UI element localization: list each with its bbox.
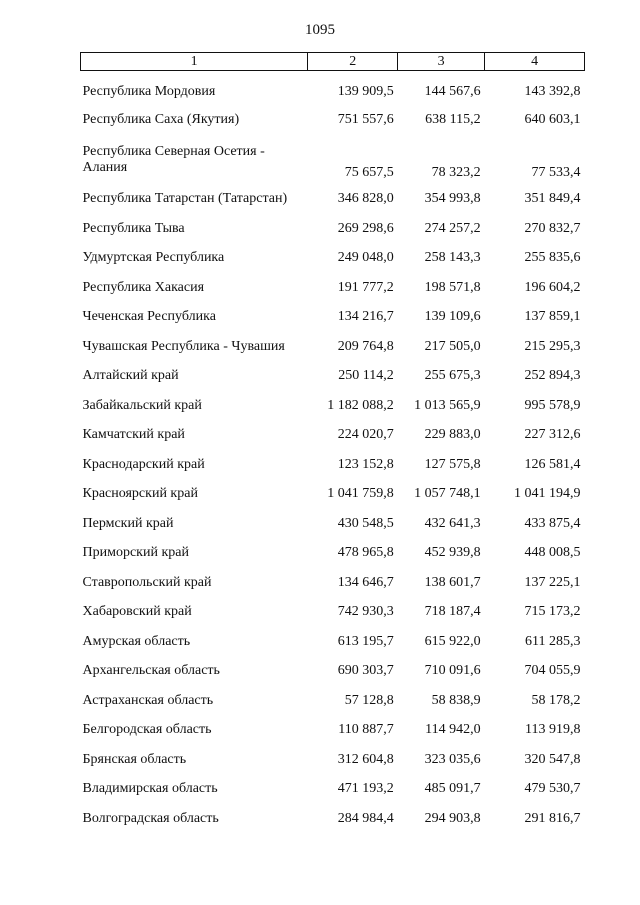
- table-row: [81, 598, 585, 628]
- value-cell-col2: 1 041 759,8: [327, 486, 394, 502]
- region-name-cell: Камчатский край: [82, 427, 185, 443]
- value-cell-col4: 270 832,7: [524, 220, 581, 236]
- value-cell-col3: 198 571,8: [424, 279, 481, 295]
- value-cell-col2: 690 303,7: [337, 663, 394, 679]
- region-name-cell: Белгородская область: [82, 722, 212, 738]
- value-cell-col2: 249 048,0: [337, 250, 394, 266]
- column-header-1: 1: [81, 53, 308, 71]
- value-cell-col4: 113 919,8: [525, 722, 581, 738]
- table-row: [81, 273, 585, 303]
- table-row: [81, 509, 585, 539]
- table-row: [81, 362, 585, 392]
- value-cell-col2: 250 114,2: [338, 368, 394, 384]
- value-cell-col2: 191 777,2: [337, 279, 394, 295]
- region-name-cell: Брянская область: [82, 751, 187, 767]
- value-cell-col3: 114 942,0: [425, 722, 481, 738]
- region-name-cell: Астраханская область: [82, 692, 214, 708]
- region-name-cell: Архангельская область: [82, 663, 220, 679]
- table-row: [81, 686, 585, 716]
- value-cell-col2: 123 152,8: [337, 456, 394, 472]
- value-cell-col3: 255 675,3: [424, 368, 481, 384]
- region-name-cell: Ставропольский край: [82, 574, 212, 590]
- value-cell-col2: 284 984,4: [337, 810, 394, 826]
- value-cell-col2: 742 930,3: [337, 604, 394, 620]
- table-body: [81, 71, 585, 834]
- value-cell-col2: 110 887,7: [338, 722, 394, 738]
- region-name-cell: Чувашская Республика - Чувашия: [82, 338, 285, 354]
- value-cell-col4: 137 859,1: [524, 309, 581, 325]
- table-row: [81, 480, 585, 510]
- value-cell-col4: 196 604,2: [524, 279, 581, 295]
- value-cell-col2: 134 646,7: [337, 574, 394, 590]
- table-row: [81, 71, 585, 106]
- value-cell-col2: 1 182 088,2: [327, 397, 394, 413]
- value-cell-col4: 704 055,9: [524, 663, 581, 679]
- table-row: [81, 303, 585, 333]
- value-cell-col2: 613 195,7: [337, 633, 394, 649]
- value-cell-col3: 1 057 748,1: [414, 486, 481, 502]
- value-cell-col4: 58 178,2: [531, 692, 581, 708]
- value-cell-col4: 479 530,7: [524, 781, 581, 797]
- page-number: 1095: [305, 22, 335, 38]
- table-row: [81, 421, 585, 451]
- value-cell-col3: 217 505,0: [424, 338, 481, 354]
- table-row: [81, 716, 585, 746]
- value-cell-col2: 75 657,5: [344, 164, 394, 180]
- value-cell-col2: 312 604,8: [337, 751, 394, 767]
- value-cell-col4: 126 581,4: [524, 456, 581, 472]
- table-row: [81, 627, 585, 657]
- value-cell-col4: 1 041 194,9: [514, 486, 581, 502]
- region-name-cell: Чеченская Республика: [82, 309, 216, 325]
- value-cell-col3: 127 575,8: [424, 456, 481, 472]
- table-row: [81, 775, 585, 805]
- value-cell-col3: 139 109,6: [424, 309, 481, 325]
- value-cell-col2: 57 128,8: [344, 692, 394, 708]
- region-name-cell: Приморский край: [82, 545, 189, 561]
- value-cell-col4: 611 285,3: [525, 633, 581, 649]
- value-cell-col3: 710 091,6: [424, 663, 481, 679]
- table-row: [81, 568, 585, 598]
- value-cell-col2: 478 965,8: [337, 545, 394, 561]
- region-name-cell: Забайкальский край: [82, 397, 202, 413]
- value-cell-col4: 291 816,7: [524, 810, 581, 826]
- value-cell-col4: 433 875,4: [524, 515, 581, 531]
- value-cell-col4: 255 835,6: [524, 250, 581, 266]
- table-row: [81, 135, 585, 185]
- value-cell-col2: 209 764,8: [337, 338, 394, 354]
- value-cell-col4: 77 533,4: [531, 164, 581, 180]
- region-name-cell: Хабаровский край: [82, 604, 192, 620]
- value-cell-col4: 715 173,2: [524, 604, 581, 620]
- region-name-cell: Удмуртская Республика: [82, 250, 225, 266]
- value-cell-col4: 252 894,3: [524, 368, 581, 384]
- region-name-cell: Республика Татарстан (Татарстан): [82, 191, 288, 207]
- value-cell-col4: 640 603,1: [524, 111, 581, 127]
- value-cell-col2: 134 216,7: [337, 309, 394, 325]
- value-cell-col3: 323 035,6: [424, 751, 481, 767]
- table-row: [81, 745, 585, 775]
- table-row: [81, 105, 585, 135]
- value-cell-col3: 78 323,2: [431, 164, 481, 180]
- table-row: [81, 244, 585, 274]
- region-name-cell: Республика Мордовия: [82, 84, 216, 99]
- value-cell-col2: 430 548,5: [337, 515, 394, 531]
- value-cell-col3: 138 601,7: [424, 574, 481, 590]
- value-cell-col3: 144 567,6: [424, 84, 481, 99]
- table-row: [81, 657, 585, 687]
- value-cell-col3: 294 903,8: [424, 810, 481, 826]
- region-name-cell: Республика Тыва: [82, 220, 185, 236]
- value-cell-col4: 320 547,8: [524, 751, 581, 767]
- value-cell-col3: 58 838,9: [431, 692, 481, 708]
- region-name-cell: Краснодарский край: [82, 456, 205, 472]
- region-name-cell: Алтайский край: [82, 368, 179, 384]
- value-cell-col4: 143 392,8: [524, 84, 581, 99]
- region-name-cell: Владимирская область: [82, 781, 218, 797]
- column-header-4: 4: [485, 53, 585, 71]
- value-cell-col2: 139 909,5: [337, 84, 394, 99]
- region-name-cell: Волгоградская область: [82, 810, 219, 826]
- value-cell-col3: 1 013 565,9: [414, 397, 481, 413]
- table-row: [81, 391, 585, 421]
- value-cell-col4: 448 008,5: [524, 545, 581, 561]
- value-cell-col3: 432 641,3: [424, 515, 481, 531]
- value-cell-col3: 485 091,7: [424, 781, 481, 797]
- value-cell-col3: 718 187,4: [424, 604, 481, 620]
- region-name-cell: Республика Саха (Якутия): [82, 111, 240, 127]
- table-row: [81, 214, 585, 244]
- value-cell-col4: 227 312,6: [524, 427, 581, 443]
- value-cell-col3: 638 115,2: [425, 111, 481, 127]
- region-name-cell: Пермский край: [82, 515, 174, 531]
- budget-table: [80, 52, 585, 834]
- table-row: [81, 539, 585, 569]
- value-cell-col3: 615 922,0: [424, 633, 481, 649]
- value-cell-col3: 229 883,0: [424, 427, 481, 443]
- value-cell-col3: 354 993,8: [424, 191, 481, 207]
- table-row: [81, 332, 585, 362]
- table-header-row: [81, 53, 585, 71]
- column-header-2: 2: [308, 53, 398, 71]
- value-cell-col4: 351 849,4: [524, 191, 581, 207]
- region-name-cell: Республика Хакасия: [82, 279, 205, 295]
- region-name-cell: Амурская область: [82, 633, 191, 649]
- region-name-cell: Красноярский край: [82, 486, 198, 502]
- value-cell-col2: 471 193,2: [337, 781, 394, 797]
- table-row: [81, 450, 585, 480]
- value-cell-col4: 137 225,1: [524, 574, 581, 590]
- column-header-3: 3: [398, 53, 485, 71]
- value-cell-col3: 274 257,2: [424, 220, 481, 236]
- value-cell-col4: 215 295,3: [524, 338, 581, 354]
- table-row: [81, 804, 585, 834]
- value-cell-col2: 751 557,6: [337, 111, 394, 127]
- value-cell-col2: 224 020,7: [337, 427, 394, 443]
- value-cell-col3: 258 143,3: [424, 250, 481, 266]
- value-cell-col3: 452 939,8: [424, 545, 481, 561]
- value-cell-col2: 269 298,6: [337, 220, 394, 236]
- region-name-cell: Республика Северная Осетия - Алания: [82, 143, 265, 175]
- value-cell-col4: 995 578,9: [524, 397, 581, 413]
- value-cell-col2: 346 828,0: [337, 191, 394, 207]
- table-row: [81, 185, 585, 215]
